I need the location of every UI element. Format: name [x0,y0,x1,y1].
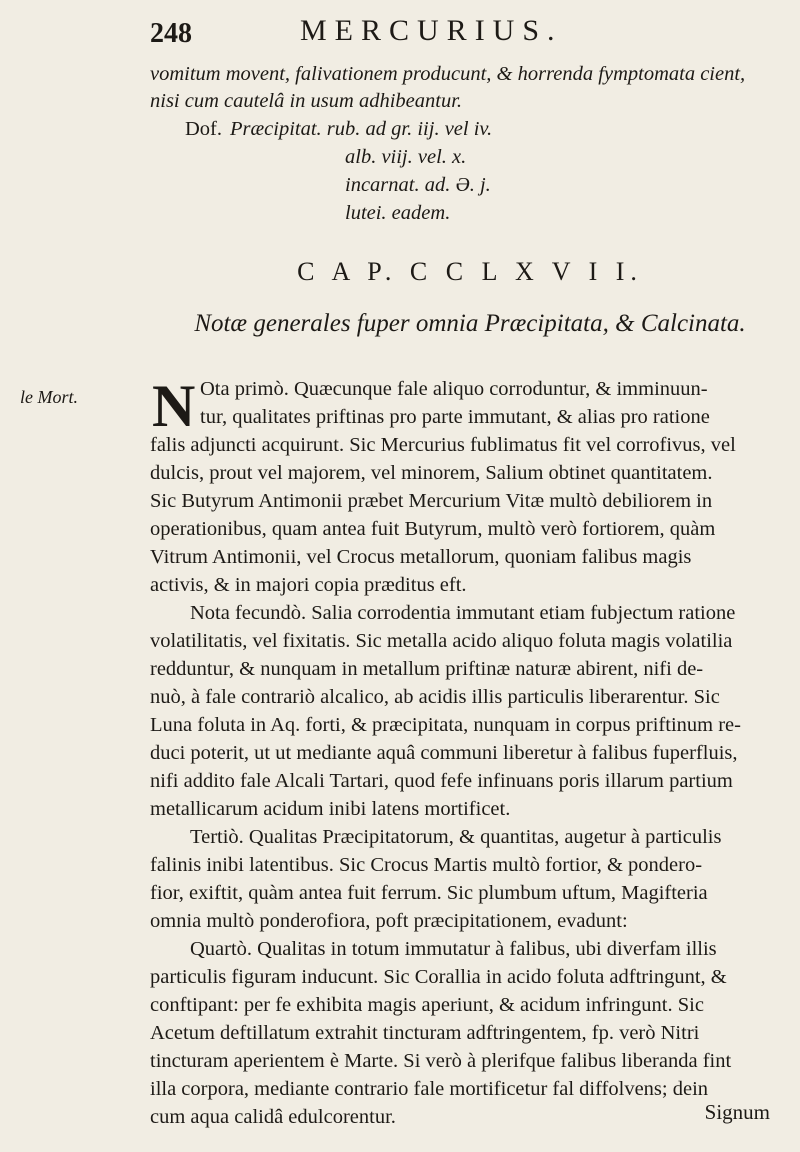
text-line: conftipant: per fe exhibita magis aperiunt, & acidum infringunt. Sic [150,994,704,1016]
text-line: metallicarum acidum inibi latens mortificet. [150,798,511,820]
text-line: Ota primò. Quæcunque fale aliquo corroduntur, & imminuun- [200,378,708,400]
dose-line: lutei. eadem. [345,202,451,224]
text-line: activis, & in majori copia præditus eft. [150,574,467,596]
page-number: 248 [150,18,192,49]
text-line: vomitum movent, falivationem producunt, & horrenda fymptomata cient, [150,63,746,85]
text-line: redduntur, & nunquam in metallum priftinæ naturæ abirent, nifi de- [150,658,704,680]
text-line: duci poterit, ut ut mediante aquâ communi liberetur à falibus fuperfluis, [150,742,738,764]
margin-note: le Mort. [20,387,78,407]
text-line: Sic Butyrum Antimonii præbet Mercurium Vitæ multò debiliorem in [150,490,713,512]
text-line: Luna foluta in Aq. forti, & præcipitata, nunquam in corpus priftinum re- [150,714,741,736]
chapter-subtitle: Notæ generales fuper omnia Præcipitata, & Calcinata. [194,310,746,337]
text-line: nuò, à fale contrariò alcalico, ab acidis illis particulis liberarentur. Sic [150,686,720,708]
text-line: Vitrum Antimonii, vel Crocus metallorum, quoniam falibus magis [150,546,692,568]
text-line: nisi cum cautelâ in usum adhibeantur. [150,90,463,112]
text-line: operationibus, quam antea fuit Butyrum, multò verò fortiorem, quàm [150,518,716,540]
text-line: volatilitatis, vel fixitatis. Sic metalla acido aliquo foluta magis volatilia [150,630,733,652]
dose-line: incarnat. ad. Ə. j. [345,174,491,196]
dose-label: Dof. [185,118,223,140]
page-header [150,14,770,54]
text-line: Tertiò. Qualitas Præcipitatorum, & quantitas, augetur à particulis [190,826,722,848]
text-line: fior, exiftit, quàm antea fuit ferrum. Sic plumbum uftum, Magifteria [150,882,708,904]
text-line: tur, qualitates priftinas pro parte immutant, & alias pro ratione [200,406,710,428]
text-line: falinis inibi latentibus. Sic Crocus Martis multò fortior, & pondero- [150,854,703,876]
text-line: Acetum deftillatum extrahit tincturam adftringentem, fp. verò Nitri [150,1022,700,1044]
text-line: Nota fecundò. Salia corrodentia immutant etiam fubjectum ratione [190,602,736,624]
text-line: particulis figuram inducunt. Sic Corallia in acido foluta adftringunt, & [150,966,727,988]
text-line: falis adjuncti acquirunt. Sic Mercurius fublimatus fit vel corrofivus, vel [150,434,736,456]
text-line: nifi addito fale Alcali Tartari, quod fefe infinuans poris illarum partium [150,770,733,792]
text-line: Quartò. Qualitas in totum immutatur à falibus, ubi diverfam illis [190,938,717,960]
drop-cap: N [152,373,196,439]
text-line: tincturam aperientem è Marte. Si verò à plerifque falibus liberanda fint [150,1050,732,1072]
running-head: MERCURIUS. [300,14,563,47]
text-line: illa corpora, mediante contrario fale mortificetur fal diffolvens; dein [150,1078,709,1100]
text-line: omnia multò ponderofiora, poft præcipitationem, evadunt: [150,910,628,932]
text-line: cum aqua calidâ edulcorentur. [150,1106,396,1128]
text-line: dulcis, prout vel majorem, vel minorem, Salium obtinet quantitatem. [150,462,713,484]
dose-line: alb. viij. vel. x. [345,146,467,168]
catchword: Signum [704,1100,770,1124]
chapter-heading: C A P. C C L X V I I. [297,257,643,286]
dose-line: Præcipitat. rub. ad gr. iij. vel iv. [230,118,493,140]
